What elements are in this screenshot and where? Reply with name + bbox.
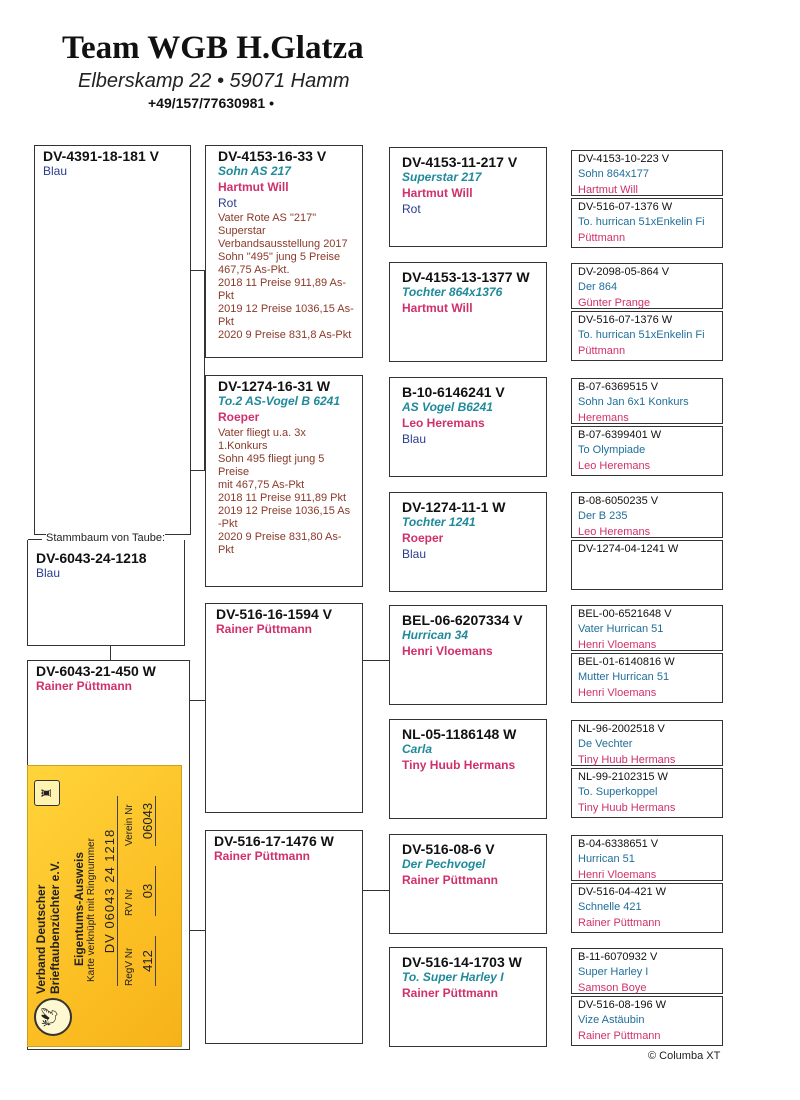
ring-number: BEL-06-6207334 V	[402, 612, 523, 628]
pigeon-name: Tochter 1241	[402, 515, 476, 529]
great-grandparent-box	[571, 426, 723, 476]
breeder-name: Tiny Huub Hermans	[578, 754, 676, 766]
subject-ring: DV-6043-24-1218	[36, 550, 147, 566]
breeder-name: Püttmann	[578, 232, 626, 244]
breeder-name: Rainer Püttmann	[402, 873, 499, 887]
note-line: 2019 12 Preise 1036,15 As-	[218, 303, 354, 315]
breeder-title: Team WGB H.Glatza	[62, 30, 364, 66]
breeder-name: Leo Heremans	[578, 526, 651, 538]
ring-number: DV-516-08-196 W	[578, 999, 667, 1011]
performance-notes	[218, 427, 350, 557]
great-grandparent-box	[571, 378, 723, 424]
ring-number: DV-4153-11-217 V	[402, 154, 518, 170]
ring-number: DV-516-08-6 V	[402, 841, 495, 857]
note-line: 2018 11 Preise 911,89 As-	[218, 277, 347, 289]
pigeon-name: Superstar 217	[402, 170, 482, 184]
pigeon-name: To. Super Harley I	[402, 970, 504, 984]
breeder-name: Hartmut Will	[578, 184, 638, 196]
subject-box	[27, 532, 185, 646]
pigeon-name: Vize Astäubin	[578, 1014, 645, 1026]
note-line: Sohn 495 fliegt jung 5	[218, 453, 325, 465]
great-grandparent-box	[571, 996, 723, 1046]
connector-line	[362, 890, 389, 891]
breeder-name: Rainer Püttmann	[578, 1030, 661, 1042]
pigeon-name: Hurrican 51	[578, 853, 635, 865]
great-grandparent-box	[571, 605, 723, 651]
ring-number: DV-1274-11-1 W	[402, 499, 506, 515]
connector-line	[190, 270, 205, 271]
note-line: 467,75 As-Pkt.	[218, 264, 290, 276]
breeder-name: Henri Vloemans	[578, 687, 657, 699]
pigeon-name: Der B 235	[578, 510, 628, 522]
great-grandparent-box	[571, 835, 723, 881]
great-grandparent-box	[571, 150, 723, 196]
card-value-rv: 03	[140, 866, 156, 916]
performance-notes	[218, 212, 354, 342]
ring-number: DV-516-16-1594 V	[216, 606, 332, 622]
ring-number: DV-1274-16-31 W	[218, 378, 331, 394]
card-label-reg: RegV Nr	[124, 947, 135, 986]
ring-number: DV-516-07-1376 W	[578, 201, 673, 213]
breeder-name: Henri Vloemans	[578, 869, 657, 881]
breeder-name: Püttmann	[578, 345, 626, 357]
feather-color: Rot	[402, 202, 421, 216]
breeder-name: Leo Heremans	[578, 460, 651, 472]
note-line: 1.Konkurs	[218, 440, 268, 452]
breeder-address: Elberskamp 22 • 59071 Hamm	[78, 70, 350, 92]
ring-number: B-11-6070932 V	[578, 951, 658, 963]
breeder-name: Hartmut Will	[402, 301, 473, 315]
subject-caption: Stammbaum von Taube:	[46, 532, 166, 544]
father-color: Blau	[43, 164, 68, 178]
grandparent-box	[389, 834, 547, 934]
grandfather-paternal-box	[205, 145, 363, 358]
connector-line	[190, 930, 205, 931]
mother-ring: DV-6043-21-450 W	[36, 663, 156, 679]
breeder-name: Heremans	[578, 412, 629, 424]
ring-number: DV-516-14-1703 W	[402, 954, 522, 970]
pigeon-name: Der 864	[578, 281, 618, 293]
great-grandparent-box	[571, 492, 723, 538]
pigeon-name: Hurrican 34	[402, 628, 469, 642]
note-line: Vater Rote AS "217"	[218, 212, 317, 224]
ring-number: DV-4153-16-33 V	[218, 148, 327, 164]
feather-color: Blau	[402, 547, 427, 561]
pigeon-name: Tochter 864x1376	[402, 285, 503, 299]
feather-color: Rot	[218, 196, 237, 210]
ring-number: B-10-6146241 V	[402, 384, 505, 400]
connector-line	[362, 660, 389, 661]
ring-number: DV-516-04-421 W	[578, 886, 667, 898]
note-line: Pkt	[218, 316, 234, 328]
grandmother-paternal-box	[205, 375, 363, 587]
great-grandparent-box	[571, 540, 723, 590]
grandparent-box	[389, 947, 547, 1047]
great-grandparent-box	[571, 653, 723, 703]
pigeon-name: To. hurrican 51xEnkelin Fi	[578, 329, 705, 341]
great-grandparent-box	[571, 198, 723, 248]
grandparent-box	[389, 377, 547, 477]
pigeon-name: Sohn AS 217	[218, 164, 291, 178]
pigeon-name: Der Pechvogel	[402, 857, 486, 871]
pigeon-name: Carla	[402, 742, 433, 756]
grandfather-maternal-box	[205, 603, 363, 813]
ownership-card	[27, 765, 182, 1047]
ring-number: BEL-00-6521648 V	[578, 608, 672, 620]
ring-number: NL-99-2102315 W	[578, 771, 668, 783]
breeder-name: Roeper	[402, 531, 444, 545]
father-box	[34, 145, 191, 535]
pigeon-name: Schnelle 421	[578, 901, 642, 913]
breeder-name: Hartmut Will	[218, 180, 289, 194]
breeder-name: Tiny Huub Hermans	[402, 758, 516, 772]
note-line: -Pkt	[218, 518, 238, 530]
breeder-name: Henri Vloemans	[402, 644, 493, 658]
breeder-phone: +49/157/77630981 •	[148, 95, 274, 111]
ring-number: DV-4153-13-1377 W	[402, 269, 530, 285]
breeder-name: Günter Prange	[578, 297, 651, 309]
pigeon-name: To Olympiade	[578, 444, 646, 456]
ring-number: DV-4153-10-223 V	[578, 153, 670, 165]
pigeon-name: To. Superkoppel	[578, 786, 658, 798]
crest-icon: ♜	[34, 780, 60, 806]
card-org-line1: Verband Deutscher	[34, 884, 48, 994]
pigeon-name: AS Vogel B6241	[402, 400, 493, 414]
ring-number: DV-516-17-1476 W	[214, 833, 334, 849]
pigeon-name: Mutter Hurrican 51	[578, 671, 670, 683]
ring-number: B-04-6338651 V	[578, 838, 659, 850]
father-ring: DV-4391-18-181 V	[43, 148, 159, 164]
pigeon-name: De Vechter	[578, 738, 633, 750]
breeder-name: Tiny Huub Hermans	[578, 802, 676, 814]
note-line: Verbandsausstellung 2017	[218, 238, 348, 250]
breeder-name: Rainer Püttmann	[578, 917, 661, 929]
ring-number: B-07-6369515 V	[578, 381, 659, 393]
card-ring-number: DV 06043 24 1218	[102, 796, 118, 986]
pigeon-name: To.2 AS-Vogel B 6241	[218, 394, 341, 408]
card-value-verein: 06043	[140, 796, 156, 846]
grandparent-box	[389, 262, 547, 362]
note-line: 2019 12 Preise 1036,15 As	[218, 505, 351, 517]
card-org-line2: Brieftaubenzüchter e.V.	[48, 861, 62, 994]
breeder-name: Samson Boye	[578, 982, 647, 994]
breeder-name: Hartmut Will	[402, 186, 473, 200]
great-grandparent-box	[571, 263, 723, 309]
note-line: mit 467,75 As-Pkt	[218, 479, 305, 491]
card-subtitle: Karte verknüpft mit Ringnummer	[86, 838, 97, 982]
note-line: Pkt	[218, 290, 234, 302]
pigeon-name: To. hurrican 51xEnkelin Fi	[578, 216, 705, 228]
ring-number: DV-516-07-1376 W	[578, 314, 673, 326]
grandmother-maternal-box	[205, 830, 363, 1044]
note-line: 2020 9 Preise 831,80 As-	[218, 531, 342, 543]
note-line: Pkt	[218, 544, 234, 556]
grandparent-box	[389, 147, 547, 247]
subject-color: Blau	[36, 566, 61, 580]
ring-number: B-07-6399401 W	[578, 429, 662, 441]
dove-logo-icon: 🕊	[34, 998, 72, 1036]
connector-line	[190, 700, 205, 701]
pigeon-name: Vater Hurrican 51	[578, 623, 664, 635]
pigeon-name: Sohn Jan 6x1 Konkurs	[578, 396, 689, 408]
pigeon-name: Sohn 864x177	[578, 168, 649, 180]
grandparent-box	[389, 719, 547, 819]
ring-number: NL-05-1186148 W	[402, 726, 517, 742]
card-title: Eigentums-Ausweis	[72, 851, 86, 966]
great-grandparent-box	[571, 948, 723, 994]
connector-line	[190, 470, 205, 471]
ring-number: BEL-01-6140816 W	[578, 656, 675, 668]
grandparent-box	[389, 492, 547, 592]
breeder-name: Rainer Püttmann	[216, 622, 313, 636]
note-line: Preise	[218, 466, 250, 478]
note-line: Superstar	[218, 225, 266, 237]
breeder-name: Rainer Püttmann	[214, 849, 311, 863]
ring-number: DV-1274-04-1241 W	[578, 543, 679, 555]
copyright-footer: © Columba XT	[648, 1050, 721, 1062]
note-line: Vater fliegt u.a. 3x	[218, 427, 306, 439]
card-label-rv: RV Nr	[124, 888, 135, 916]
breeder-name: Leo Heremans	[402, 416, 485, 430]
ring-number: NL-96-2002518 V	[578, 723, 665, 735]
pigeon-name: Super Harley I	[578, 966, 649, 978]
feather-color: Blau	[402, 432, 427, 446]
great-grandparent-box	[571, 720, 723, 766]
breeder-name: Henri Vloemans	[578, 639, 657, 651]
great-grandparent-box	[571, 311, 723, 361]
ring-number: B-08-6050235 V	[578, 495, 659, 507]
note-line: 2018 11 Preise 911,89 Pkt	[218, 492, 347, 504]
great-grandparent-box	[571, 768, 723, 818]
mother-breeder: Rainer Püttmann	[36, 679, 133, 693]
card-label-verein: Verein Nr	[124, 804, 135, 846]
grandparent-box	[389, 605, 547, 705]
breeder-name: Rainer Püttmann	[402, 986, 499, 1000]
note-line: 2020 9 Preise 831,8 As-Pkt	[218, 329, 352, 341]
note-line: Sohn "495" jung 5 Preise	[218, 251, 341, 263]
great-grandparent-box	[571, 883, 723, 933]
breeder-name: Roeper	[218, 410, 260, 424]
ring-number: DV-2098-05-864 V	[578, 266, 670, 278]
card-value-reg: 412	[140, 936, 156, 986]
